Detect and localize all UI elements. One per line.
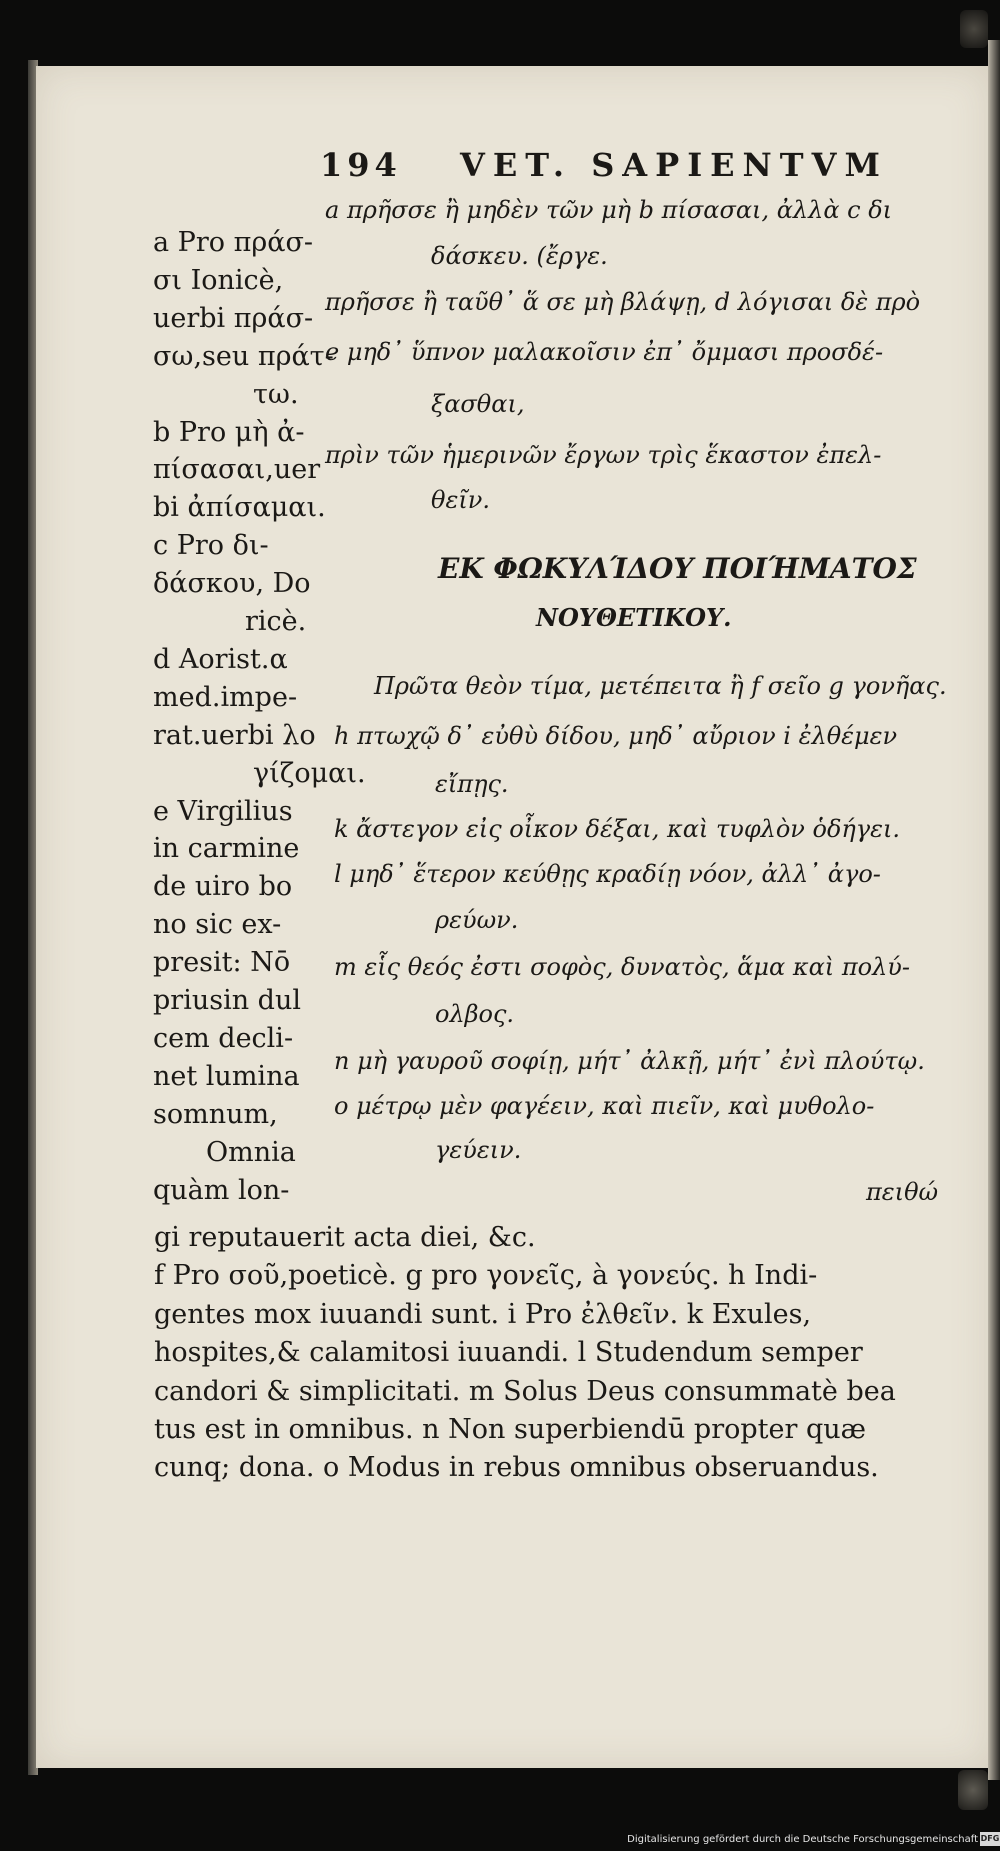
dfg-logo: DFG (980, 1832, 1000, 1846)
greek-verse-line: γεύειν. (435, 1136, 522, 1164)
greek-verse-line: ξασθαι, (431, 390, 525, 418)
greek-verse-line: πρὶν τῶν ἡμερινῶν ἔργων τρὶς ἕκαστον ἐπελ- (325, 441, 882, 469)
greek-verse-line: Πρῶτα θεὸν τίμα, μετέπειτα ἢ f σεῖο g γονῆας. (374, 672, 947, 700)
marginal-note-line: uerbi πράσ- (153, 302, 314, 334)
greek-verse-line: k ἄστεγον εἰς οἶκον δέξαι, καὶ τυφλὸν ὁδήγει. (334, 815, 901, 843)
marginal-note-line: Omnia (206, 1136, 296, 1168)
greek-verse-line: m εἷς θεός ἐστι σοφὸς, δυνατὸς, ἅμα καὶ πολύ- (334, 953, 910, 981)
section-title-line2: ΝΟΥΘΕΤΙΚΟΥ. (536, 603, 732, 632)
marginal-note-line: in carmine (153, 833, 300, 865)
greek-verse-line: πρῆσσε ἢ ταῦθ᾽ ἅ σε μὴ βλάψῃ, d λόγισαι δὲ πρὸ (325, 288, 921, 316)
greek-verse-line: ολβος. (435, 1000, 515, 1028)
greek-verse-line: e μηδ᾽ ὕπνον μαλακοῖσιν ἐπ᾽ ὄμμασι προσδέ- (325, 338, 884, 366)
marginal-note-line: σω,seu πράτ- (153, 340, 334, 372)
footnote-line: cunq; dona. o Modus in rebus omnibus obseruandus. (154, 1452, 879, 1484)
marginal-note-line: somnum, (153, 1098, 278, 1130)
page-number: 194 (320, 146, 402, 184)
marginal-note-line: δάσκου, Do (153, 568, 311, 600)
greek-verse-line: o μέτρῳ μὲν φαγέειν, καὶ πιεῖν, καὶ μυθολο- (334, 1092, 875, 1120)
marginal-note-line: priusin dul (153, 985, 301, 1016)
footnote-line: f Pro σοῦ,poeticè. g pro γονεῖς, à γονεύς. h Indi- (154, 1260, 818, 1292)
marginal-note-line: presit: Nō (153, 947, 291, 979)
marginal-note-line: med.impe- (153, 681, 298, 713)
greek-verse-line: θεῖν. (431, 486, 490, 514)
footnote-line: hospites,& calamitosi iuuandi. l Studendum semper (154, 1337, 863, 1369)
section-title-line1: ΕΚ ΦΩΚΥΛΊΔΟΥ ΠΟΙΉΜΑΤΟΣ (438, 552, 917, 585)
marginal-note-line: d Aorist.α (153, 643, 288, 675)
greek-verse-line: δάσκευ. (ἔργε. (431, 242, 608, 270)
marginal-note-line: b Pro μὴ ἀ- (153, 416, 305, 448)
marginal-note-line: ricè. (245, 606, 307, 637)
top-clasp (960, 10, 988, 48)
footnote-line: gi reputauerit acta diei, &c. (154, 1222, 536, 1253)
bottom-clasp (958, 1770, 988, 1810)
greek-verse-line: ρεύων. (435, 906, 519, 934)
digitization-credit: Digitalisierung gefördert durch die Deutsche Forschungsgemeinschaft (627, 1834, 978, 1845)
running-title: VET. SAPIENTVM (460, 146, 888, 184)
marginal-note-line: bi ἀπίσαμαι. (153, 492, 326, 524)
marginal-note-line: cem decli- (153, 1022, 294, 1054)
marginal-note-line: πίσασαι,uer (153, 454, 321, 486)
marginal-note-line: c Pro δι- (153, 530, 269, 562)
footnote-line: candori & simplicitati. m Solus Deus consummatè bea (154, 1375, 896, 1407)
greek-verse-line: h πτωχῷ δ᾽ εὐθὺ δίδου, μηδ᾽ αὔριον i ἐλθέμεν (334, 722, 898, 750)
marginal-note-line: γίζομαι. (253, 757, 366, 789)
greek-verse-line: l μηδ᾽ ἕτερον κεύθῃς κραδίῃ νόον, ἀλλ᾽ ἀγο- (334, 860, 881, 888)
marginal-note-line: σι Ionicè, (153, 264, 284, 296)
marginal-note-line: no sic ex- (153, 909, 282, 941)
marginal-note-line: e Virgilius (153, 795, 293, 827)
marginal-note-line: rat.uerbi λο (153, 719, 316, 751)
greek-verse-line: a πρῆσσε ἢ μηδὲν τῶν μὴ b πίσασαι, ἀλλὰ c δι (325, 196, 893, 224)
marginal-note-line: net lumina (153, 1060, 300, 1092)
marginal-note-line: quàm lon- (153, 1174, 290, 1206)
marginal-note-line: τω. (253, 378, 299, 410)
catchword: πειθώ (866, 1178, 939, 1206)
greek-verse-line: n μὴ γαυροῦ σοφίῃ, μήτ᾽ ἀλκῇ, μήτ᾽ ἐνὶ πλούτῳ. (334, 1047, 925, 1075)
marginal-note-line: de uiro bo (153, 871, 293, 903)
footnote-line: gentes mox iuuandi sunt. i Pro ἐλθεῖν. k Exules, (154, 1298, 812, 1330)
marginal-note-line: a Pro πράσ- (153, 227, 313, 258)
footnote-line: tus est in omnibus. n Non superbiendū propter quæ (154, 1414, 867, 1445)
book-right-edge (988, 40, 1000, 1780)
greek-verse-line: εἴπῃς. (435, 770, 509, 798)
